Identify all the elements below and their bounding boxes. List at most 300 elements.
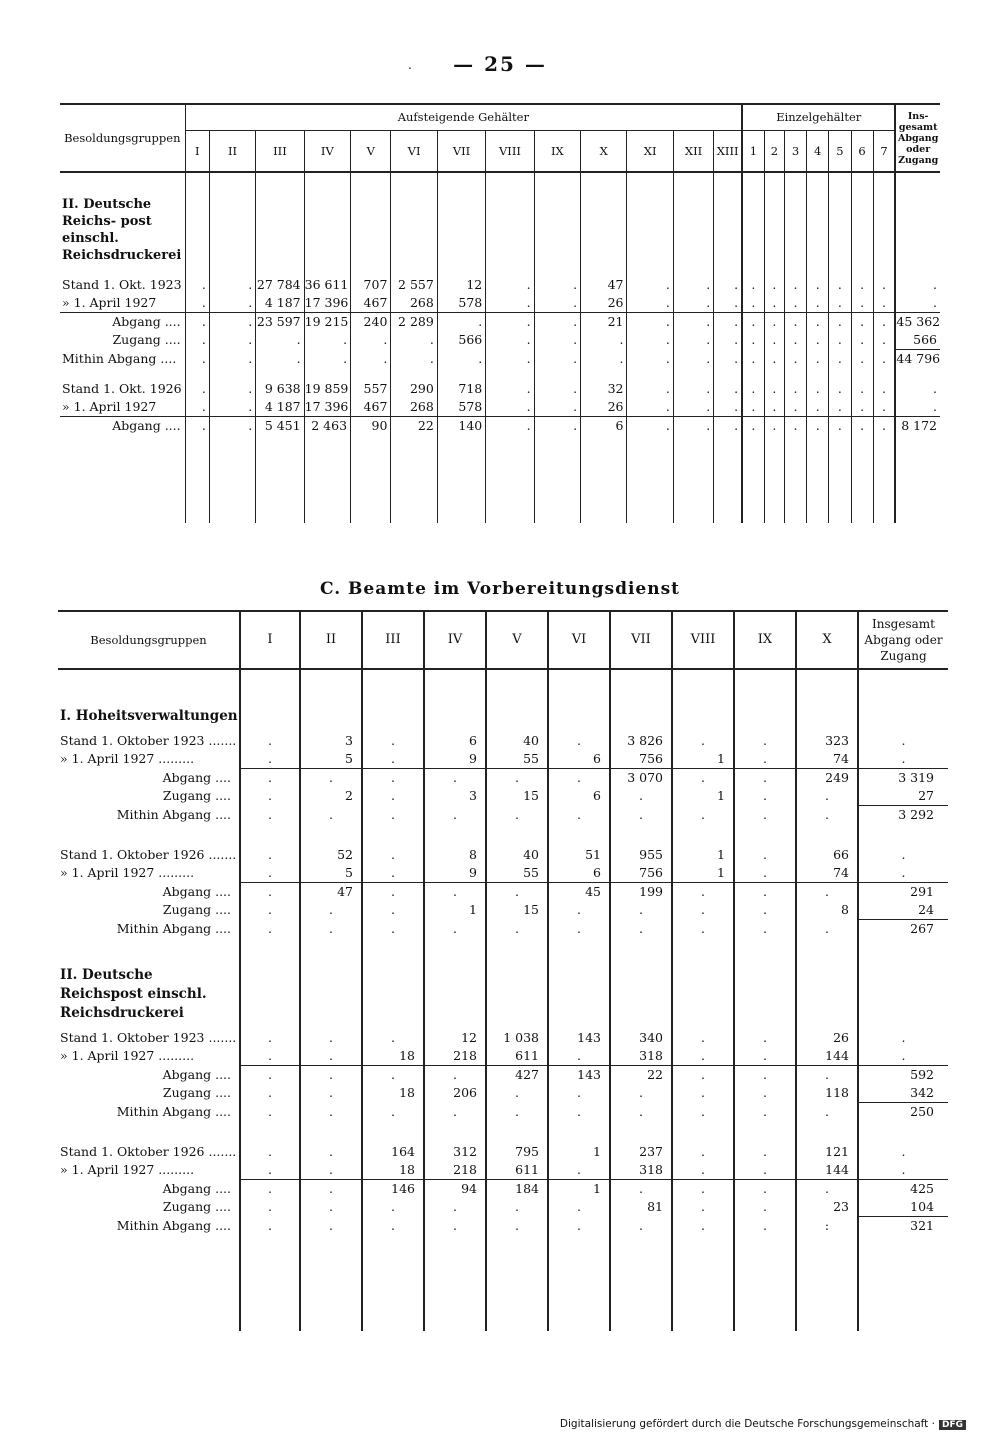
table-c-cell: 427 xyxy=(486,1066,548,1085)
table-c-cell: . xyxy=(300,1217,362,1236)
table-c-row-label: Stand 1. Oktober 1923 ....... xyxy=(60,1030,237,1045)
table-c-cell: . xyxy=(548,1084,610,1103)
table-c-total-cell: . xyxy=(858,1047,948,1066)
table-c-cell: 1 xyxy=(672,846,734,864)
table-c-cell: . xyxy=(240,846,300,864)
table-b-single-cell: . xyxy=(764,380,784,398)
table-b-single-cell: . xyxy=(873,313,895,332)
table-b-single-cell: . xyxy=(829,331,851,350)
table-b-row xyxy=(60,313,940,332)
table-b-cell: . xyxy=(209,331,255,350)
table-c-col-V: V xyxy=(486,611,548,669)
table-c-cell: . xyxy=(240,1084,300,1103)
table-c-cell: 3 070 xyxy=(610,769,672,788)
table-b-cell: 19 215 xyxy=(304,313,350,332)
table-c-cell: 74 xyxy=(796,750,858,769)
table-c-cell: 66 xyxy=(796,846,858,864)
table-c-cell: 795 xyxy=(486,1143,548,1161)
table-b-cell: 290 xyxy=(391,380,437,398)
footer-text: Digitalisierung gefördert durch die Deutsche Forschungsgemeinschaft · xyxy=(559,1418,935,1430)
table-b-single-cell: . xyxy=(873,276,895,294)
table-b-cell: . xyxy=(486,380,534,398)
table-b-col-VII: VII xyxy=(437,130,485,172)
table-b-single-cell: . xyxy=(829,398,851,417)
table-b-cell: 17 396 xyxy=(304,294,350,313)
table-c-row xyxy=(58,920,948,939)
table-c-cell: 74 xyxy=(796,864,858,883)
table-c-cell: . xyxy=(486,1084,548,1103)
table-c-row-label: » 1. April 1927 ......... xyxy=(60,1162,195,1178)
table-b-single-cell: . xyxy=(742,417,764,436)
table-b-single-cell: . xyxy=(851,331,873,350)
table-c-cell: . xyxy=(734,732,796,750)
table-b-cell: . xyxy=(486,350,534,369)
table-b-single-cell: . xyxy=(851,417,873,436)
table-c-row xyxy=(58,1143,948,1161)
table-b-label-header: Besoldungsgruppen xyxy=(60,104,185,172)
table-c-cell: 955 xyxy=(610,846,672,864)
table-c-cell: . xyxy=(362,901,424,920)
table-c-cell: . xyxy=(300,1047,362,1066)
table-c-cell: 218 xyxy=(424,1047,486,1066)
table-b-single-cell: . xyxy=(851,398,873,417)
table-b-single-col-2: 2 xyxy=(764,130,784,172)
table-c-total-cell: . xyxy=(858,1161,948,1180)
table-b-cell: 140 xyxy=(437,417,485,436)
table-c-cell: . xyxy=(240,1143,300,1161)
table-c-cell: 218 xyxy=(424,1161,486,1180)
table-c-row-label: Zugang .... xyxy=(162,1199,231,1215)
table-b-cell: 240 xyxy=(351,313,391,332)
table-c-cell: 184 xyxy=(486,1180,548,1199)
table-c-cell: . xyxy=(610,1180,672,1199)
table-c-cell: 1 xyxy=(672,864,734,883)
table-c-cell: . xyxy=(424,769,486,788)
table-c-cell: . xyxy=(240,1198,300,1217)
table-c-cell: 6 xyxy=(424,732,486,750)
table-c-cell: . xyxy=(610,1084,672,1103)
table-b-cell: . xyxy=(714,294,742,313)
table-c-cell: 611 xyxy=(486,1047,548,1066)
table-c-cell: 52 xyxy=(300,846,362,864)
table-c-row-label: Abgang .... xyxy=(162,883,231,899)
table-b-single-cell: . xyxy=(873,294,895,313)
table-c-col-VII: VII xyxy=(610,611,672,669)
table-c-row-label: Mithin Abgang .... xyxy=(116,1217,231,1233)
table-c-cell: 18 xyxy=(362,1084,424,1103)
table-c-cell: . xyxy=(240,1161,300,1180)
table-c-cell: . xyxy=(734,883,796,902)
table-b-single-cell: . xyxy=(764,417,784,436)
table-c-cell: 40 xyxy=(486,732,548,750)
table-b-cell: . xyxy=(209,398,255,417)
table-b-col-XIII: XIII xyxy=(714,130,742,172)
table-b-col-XII: XII xyxy=(673,130,713,172)
table-c-cell: . xyxy=(734,750,796,769)
table-b-cell: . xyxy=(209,350,255,369)
table-b-cell: . xyxy=(304,331,350,350)
table-b-cell: . xyxy=(714,398,742,417)
table-b-single-cell: . xyxy=(784,294,806,313)
table-c-cell: . xyxy=(362,787,424,806)
table-c xyxy=(58,610,948,1331)
table-c-cell: . xyxy=(548,732,610,750)
table-b-row xyxy=(60,398,940,417)
table-c-row xyxy=(58,750,948,769)
table-c-col-IX: IX xyxy=(734,611,796,669)
table-c-cell: 18 xyxy=(362,1047,424,1066)
table-c-cell: . xyxy=(796,883,858,902)
table-c-cell: . xyxy=(734,769,796,788)
table-c-cell: 8 xyxy=(796,901,858,920)
table-b-cell: . xyxy=(673,398,713,417)
table-b-cell: . xyxy=(714,350,742,369)
table-c-cell: 323 xyxy=(796,732,858,750)
table-c-cell: 249 xyxy=(796,769,858,788)
table-c-total-cell: 104 xyxy=(858,1198,948,1217)
table-b-cell: . xyxy=(627,331,673,350)
table-c-cell: . xyxy=(734,806,796,825)
table-c-cell: 164 xyxy=(362,1143,424,1161)
table-b-single-cell: . xyxy=(742,350,764,369)
table-c-cell: . xyxy=(734,864,796,883)
table-b-single-cell: . xyxy=(851,350,873,369)
table-b-single-col-1: 1 xyxy=(742,130,764,172)
table-c-cell: . xyxy=(240,920,300,939)
table-c-cell: . xyxy=(486,883,548,902)
table-b-single-cell: . xyxy=(807,417,829,436)
table-b-single-cell: . xyxy=(807,331,829,350)
table-c-cell: . xyxy=(424,1103,486,1122)
table-c-cell: 40 xyxy=(486,846,548,864)
table-c-cell: . xyxy=(240,1217,300,1236)
table-c-cell: . xyxy=(548,1217,610,1236)
table-c-total-cell: . xyxy=(858,750,948,769)
table-b-total-cell: 45 362 xyxy=(896,314,941,329)
table-b-single-cell: . xyxy=(829,276,851,294)
table-c-cell: . xyxy=(362,920,424,939)
table-b-cell: 32 xyxy=(581,380,627,398)
table-c-cell: . xyxy=(240,864,300,883)
table-b-row xyxy=(60,417,940,436)
table-c-total-header: Insgesamt Abgang oder Zugang xyxy=(858,611,948,669)
table-b-cell: . xyxy=(486,294,534,313)
table-c-cell: . xyxy=(240,1180,300,1199)
table-c-cell: . xyxy=(672,1161,734,1180)
table-b-cell: 718 xyxy=(437,380,485,398)
table-b-cell: . xyxy=(185,350,209,369)
table-b-cell: . xyxy=(185,417,209,436)
table-b-single-cell: . xyxy=(851,276,873,294)
table-c-row-label: Zugang .... xyxy=(162,788,231,804)
table-b-cell: . xyxy=(304,350,350,369)
table-b-cell: . xyxy=(534,398,580,417)
table-b-row xyxy=(60,294,940,313)
table-c-cell: 22 xyxy=(610,1066,672,1085)
table-c-cell: 81 xyxy=(610,1198,672,1217)
dfg-logo: DFG xyxy=(939,1420,966,1430)
table-c-cell: 9 xyxy=(424,750,486,769)
table-c-cell: . xyxy=(362,1029,424,1047)
table-c-cell: . xyxy=(362,1103,424,1122)
table-b-cell: 17 396 xyxy=(304,398,350,417)
table-b-cell: . xyxy=(673,380,713,398)
page-number: — 25 — xyxy=(453,52,547,76)
table-c-cell: . xyxy=(610,1217,672,1236)
table-b-single-cell: . xyxy=(829,350,851,369)
table-b-cell: . xyxy=(714,276,742,294)
table-c-row-label: Mithin Abgang .... xyxy=(116,806,231,822)
table-c-cell: . xyxy=(240,806,300,825)
table-c-cell: . xyxy=(548,806,610,825)
table-b-cell: . xyxy=(714,331,742,350)
table-b-row-label: Abgang .... xyxy=(60,417,185,436)
table-c-cell: . xyxy=(672,769,734,788)
table-c-cell: . xyxy=(424,1066,486,1085)
table-c-row-label: Stand 1. Oktober 1926 ....... xyxy=(60,847,237,862)
table-c-row xyxy=(58,732,948,750)
table-c-cell: . xyxy=(300,1143,362,1161)
table-c-cell: 15 xyxy=(486,787,548,806)
table-c-cell: 143 xyxy=(548,1029,610,1047)
table-c-row xyxy=(58,1066,948,1085)
table-b-cell: . xyxy=(673,313,713,332)
table-b-cell: . xyxy=(673,294,713,313)
table-c-cell: 18 xyxy=(362,1161,424,1180)
table-c-cell: 611 xyxy=(486,1161,548,1180)
table-b-cell: 21 xyxy=(581,313,627,332)
table-c-total-cell: 3 292 xyxy=(858,806,948,825)
table-c-cell: . xyxy=(362,846,424,864)
table-c-cell: . xyxy=(672,901,734,920)
table-c-total-cell: 425 xyxy=(858,1180,948,1199)
table-c-cell: 206 xyxy=(424,1084,486,1103)
table-b-single-col-4: 4 xyxy=(807,130,829,172)
table-c-cell: 2 xyxy=(300,787,362,806)
table-b-row xyxy=(60,331,940,350)
table-b-cell: . xyxy=(581,350,627,369)
table-b-cell: . xyxy=(714,380,742,398)
table-b-cell: 6 xyxy=(581,417,627,436)
table-c-row xyxy=(58,1029,948,1047)
table-c-cell: 5 xyxy=(300,864,362,883)
table-c-total-cell: . xyxy=(858,1143,948,1161)
table-c-row-label: » 1. April 1927 ......... xyxy=(60,865,195,881)
table-c-cell: 15 xyxy=(486,901,548,920)
table-b-cell: . xyxy=(486,398,534,417)
table-b-single-header: Einzelgehälter xyxy=(742,104,895,130)
table-c-cell: . xyxy=(734,846,796,864)
table-c-cell: . xyxy=(300,1084,362,1103)
table-c-row-label: Stand 1. Oktober 1926 ....... xyxy=(60,1144,237,1159)
table-c-col-III: III xyxy=(362,611,424,669)
table-b-section-title: II. Deutsche Reichs- post einschl. Reichsdruckerei xyxy=(62,197,182,263)
table-b-cell: . xyxy=(534,294,580,313)
table-c-cell: . xyxy=(734,1143,796,1161)
table-c-cell: . xyxy=(734,1180,796,1199)
table-b-cell: . xyxy=(209,313,255,332)
table-b-col-IV: IV xyxy=(304,130,350,172)
table-c-cell: . xyxy=(796,1180,858,1199)
table-b-single-cell: . xyxy=(784,417,806,436)
table-b-cell: . xyxy=(534,313,580,332)
table-c-cell: . xyxy=(300,1161,362,1180)
table-c-cell: . xyxy=(240,901,300,920)
table-c-total-cell: 250 xyxy=(858,1103,948,1122)
table-c-cell: . xyxy=(734,1161,796,1180)
table-b-single-col-7: 7 xyxy=(873,130,895,172)
table-b-single-cell: . xyxy=(742,294,764,313)
table-b-cell: . xyxy=(351,331,391,350)
table-b-cell: . xyxy=(437,350,485,369)
table-c-cell: 199 xyxy=(610,883,672,902)
table-b-single-cell: . xyxy=(829,313,851,332)
table-c-col-I: I xyxy=(240,611,300,669)
table-c-cell: . xyxy=(610,787,672,806)
table-c-cell: 318 xyxy=(610,1047,672,1066)
table-c-row xyxy=(58,1047,948,1066)
table-c-cell: 1 xyxy=(548,1180,610,1199)
table-c-cell: . xyxy=(240,1103,300,1122)
table-c-row-label: Stand 1. Oktober 1923 ....... xyxy=(60,733,237,748)
table-c-cell: 756 xyxy=(610,750,672,769)
table-b-cell: 707 xyxy=(351,276,391,294)
table-c-cell: . xyxy=(362,732,424,750)
table-c-row-label: Zugang .... xyxy=(162,1085,231,1101)
table-c-total-cell: . xyxy=(858,846,948,864)
table-c-row xyxy=(58,1180,948,1199)
table-b-single-cell: . xyxy=(829,380,851,398)
table-b-col-VIII: VIII xyxy=(486,130,534,172)
table-c-cell: 5 xyxy=(300,750,362,769)
table-b-single-cell: . xyxy=(764,313,784,332)
table-c-cell: . xyxy=(796,787,858,806)
table-b-single-col-3: 3 xyxy=(784,130,806,172)
table-b-cell: 12 xyxy=(437,276,485,294)
table-b-cell: 90 xyxy=(351,417,391,436)
table-b-cell: . xyxy=(185,380,209,398)
table-b-cell: . xyxy=(714,313,742,332)
table-c-title: C. Beamte im Vorbereitungsdienst xyxy=(319,579,681,599)
table-b-cell: . xyxy=(209,380,255,398)
table-b-rising-header: Aufsteigende Gehälter xyxy=(185,104,742,130)
table-c-cell: . xyxy=(548,1103,610,1122)
table-c-cell: 318 xyxy=(610,1161,672,1180)
table-c-cell: . xyxy=(240,1047,300,1066)
table-c-total-cell: 24 xyxy=(858,901,948,920)
table-c-cell: : xyxy=(796,1217,858,1236)
table-b-col-X: X xyxy=(581,130,627,172)
table-b-cell: . xyxy=(673,417,713,436)
table-c-section-title: I. Hoheitsverwaltungen xyxy=(60,708,238,724)
table-c-row xyxy=(58,864,948,883)
table-b-cell: . xyxy=(627,294,673,313)
table-c-cell: 237 xyxy=(610,1143,672,1161)
table-c-cell: . xyxy=(362,1217,424,1236)
table-c-cell: . xyxy=(672,1217,734,1236)
table-b-single-cell: . xyxy=(742,398,764,417)
table-c-row xyxy=(58,787,948,806)
table-b-cell: . xyxy=(627,380,673,398)
table-c-total-cell: . xyxy=(858,732,948,750)
table-c-cell: . xyxy=(240,1066,300,1085)
table-c-cell: . xyxy=(486,1198,548,1217)
table-c-cell: . xyxy=(548,1198,610,1217)
table-c-cell: . xyxy=(300,1029,362,1047)
table-c-cell: 312 xyxy=(424,1143,486,1161)
table-c-row xyxy=(58,1103,948,1122)
table-b-single-cell: . xyxy=(873,331,895,350)
table-c-cell: . xyxy=(672,806,734,825)
table-b-single-cell: . xyxy=(784,276,806,294)
table-b-cell: 268 xyxy=(391,294,437,313)
table-c-cell: . xyxy=(796,920,858,939)
table-b-cell: 36 611 xyxy=(304,276,350,294)
table-b-row-label: Mithin Abgang .... xyxy=(62,350,177,366)
table-c-cell: . xyxy=(424,1217,486,1236)
table-c-cell: . xyxy=(300,920,362,939)
table-b-cell: 47 xyxy=(581,276,627,294)
table-b-cell: 578 xyxy=(437,398,485,417)
table-c-cell: . xyxy=(796,1066,858,1085)
table-b-col-III: III xyxy=(256,130,304,172)
table-b-cell: . xyxy=(714,417,742,436)
table-c-cell: 55 xyxy=(486,864,548,883)
table-b-cell: 2 557 xyxy=(391,276,437,294)
table-b-cell: . xyxy=(437,313,485,332)
table-c-cell: 47 xyxy=(300,883,362,902)
table-b-cell: . xyxy=(673,331,713,350)
table-c-cell: 6 xyxy=(548,864,610,883)
table-c-cell: . xyxy=(734,1047,796,1066)
table-c-cell: . xyxy=(672,1143,734,1161)
table-b-cell: 27 784 xyxy=(256,276,304,294)
table-b-single-cell: . xyxy=(764,350,784,369)
table-b-single-cell: . xyxy=(807,350,829,369)
table-c-cell: 340 xyxy=(610,1029,672,1047)
table-b-cell: . xyxy=(627,313,673,332)
table-b-cell: . xyxy=(256,331,304,350)
table-c-cell: . xyxy=(240,769,300,788)
table-b-cell: . xyxy=(185,294,209,313)
table-b-cell: . xyxy=(627,350,673,369)
table-c-cell: . xyxy=(300,1198,362,1217)
table-b-single-cell: . xyxy=(784,313,806,332)
table-b-cell: 2 289 xyxy=(391,313,437,332)
table-b-cell: 23 597 xyxy=(256,313,304,332)
table-c-cell: 756 xyxy=(610,864,672,883)
table-c-cell: . xyxy=(734,920,796,939)
table-c-row xyxy=(58,1161,948,1180)
table-b xyxy=(60,103,940,523)
table-b-cell: 467 xyxy=(351,294,391,313)
table-c-row-label: Abgang .... xyxy=(162,769,231,785)
table-c-cell: . xyxy=(796,806,858,825)
table-b-total-cell: 44 796 xyxy=(896,351,941,366)
table-c-cell: 3 xyxy=(300,732,362,750)
table-b-total-cell: 566 xyxy=(895,331,940,350)
table-b-total-cell: 8 172 xyxy=(895,417,940,436)
table-b-single-cell: . xyxy=(873,350,895,369)
table-b-single-cell: . xyxy=(873,398,895,417)
table-b-single-cell: . xyxy=(742,331,764,350)
table-b-row-label: » 1. April 1927 xyxy=(62,399,157,414)
table-b-row-label: » 1. April 1927 xyxy=(62,295,157,310)
table-b-row-label: Abgang .... xyxy=(60,313,185,332)
table-c-row xyxy=(58,1198,948,1217)
table-c-cell: . xyxy=(734,1029,796,1047)
table-c-cell: 1 xyxy=(672,750,734,769)
